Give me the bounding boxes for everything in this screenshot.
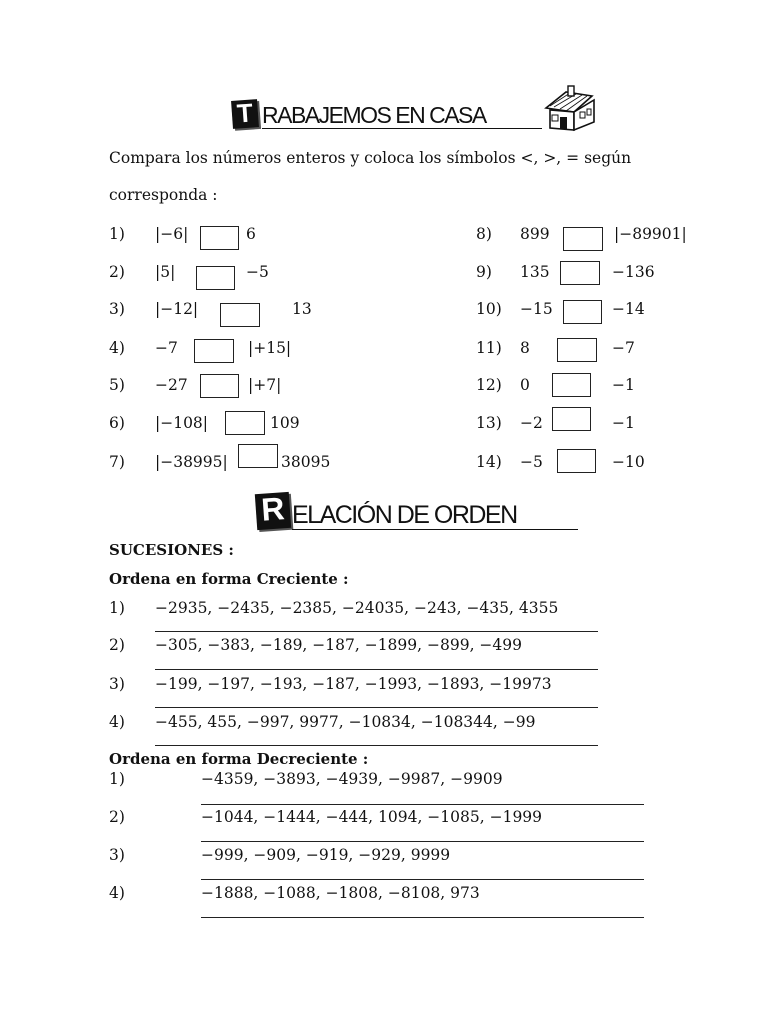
- exercise-number: 12): [476, 376, 502, 394]
- section-title-underline: [292, 529, 578, 530]
- compare-value-b: 38095: [281, 453, 331, 471]
- answer-box[interactable]: [563, 300, 602, 324]
- list-item-number: 3): [109, 675, 125, 693]
- exercise-number: 10): [476, 300, 502, 318]
- instruction-line-2: corresponda :: [109, 186, 218, 204]
- answer-line[interactable]: [201, 804, 644, 805]
- compare-value-b: 13: [292, 300, 312, 318]
- compare-value-b: −5: [246, 263, 269, 281]
- compare-value-b: 109: [270, 414, 300, 432]
- sequence: −2935, −2435, −2385, −24035, −243, −435, 4355: [155, 599, 559, 617]
- list-item-number: 2): [109, 808, 125, 826]
- list-item-number: 1): [109, 770, 125, 788]
- compare-value-b: −10: [612, 453, 645, 471]
- compare-value-a: |−12|: [155, 300, 199, 318]
- compare-value-b: |−89901|: [614, 225, 687, 243]
- exercise-number: 1): [109, 225, 125, 243]
- title-initial-t: T: [231, 99, 259, 129]
- exercise-number: 3): [109, 300, 125, 318]
- compare-value-a: −5: [520, 453, 543, 471]
- exercise-number: 9): [476, 263, 492, 281]
- sequence: −305, −383, −189, −187, −1899, −899, −499: [155, 636, 522, 654]
- title-underline: [262, 128, 542, 129]
- compare-value-b: −1: [612, 414, 635, 432]
- answer-box[interactable]: [552, 373, 591, 397]
- answer-box[interactable]: [552, 407, 591, 431]
- compare-value-a: 135: [520, 263, 550, 281]
- decreciente-heading: Ordena en forma Decreciente :: [109, 750, 369, 768]
- compare-value-a: −15: [520, 300, 553, 318]
- compare-value-b: −136: [612, 263, 655, 281]
- sequence: −1044, −1444, −444, 1094, −1085, −1999: [201, 808, 543, 826]
- sequence: −1888, −1088, −1808, −8108, 973: [201, 884, 480, 902]
- exercise-number: 7): [109, 453, 125, 471]
- list-item-number: 2): [109, 636, 125, 654]
- answer-box[interactable]: [557, 338, 597, 362]
- exercise-number: 8): [476, 225, 492, 243]
- answer-line[interactable]: [155, 745, 598, 746]
- instruction-line-1: Compara los números enteros y coloca los símbolos <, >, = según: [109, 149, 632, 167]
- compare-value-a: −2: [520, 414, 543, 432]
- page-title: RABAJEMOS EN CASA: [262, 102, 486, 128]
- answer-line[interactable]: [201, 917, 644, 918]
- compare-value-a: |−6|: [155, 225, 189, 243]
- compare-value-b: |+7|: [248, 376, 282, 394]
- section-title: ELACIÓN DE ORDEN: [292, 501, 517, 529]
- answer-line[interactable]: [155, 669, 598, 670]
- exercise-number: 4): [109, 339, 125, 357]
- answer-line[interactable]: [155, 707, 598, 708]
- sequence: −199, −197, −193, −187, −1993, −1893, −19973: [155, 675, 552, 693]
- compare-value-a: |5|: [155, 263, 176, 281]
- compare-value-a: 899: [520, 225, 550, 243]
- sequence: −455, 455, −997, 9977, −10834, −108344, −99: [155, 713, 536, 731]
- answer-box[interactable]: [200, 226, 239, 250]
- list-item-number: 3): [109, 846, 125, 864]
- answer-line[interactable]: [201, 841, 644, 842]
- exercise-number: 13): [476, 414, 502, 432]
- exercise-number: 5): [109, 376, 125, 394]
- compare-value-b: −14: [612, 300, 645, 318]
- list-item-number: 4): [109, 884, 125, 902]
- compare-value-b: 6: [246, 225, 256, 243]
- answer-box[interactable]: [238, 444, 278, 468]
- answer-box[interactable]: [220, 303, 260, 327]
- creciente-heading: Ordena en forma Creciente :: [109, 570, 349, 588]
- answer-line[interactable]: [201, 879, 644, 880]
- answer-box[interactable]: [196, 266, 235, 290]
- exercise-number: 2): [109, 263, 125, 281]
- compare-value-a: 8: [520, 339, 530, 357]
- answer-box[interactable]: [200, 374, 239, 398]
- answer-box[interactable]: [225, 411, 265, 435]
- sequence: −999, −909, −919, −929, 9999: [201, 846, 451, 864]
- list-item-number: 4): [109, 713, 125, 731]
- house-icon: [540, 84, 600, 134]
- list-item-number: 1): [109, 599, 125, 617]
- answer-line[interactable]: [155, 631, 598, 632]
- compare-value-b: −7: [612, 339, 635, 357]
- compare-value-a: |−38995|: [155, 453, 228, 471]
- compare-value-b: −1: [612, 376, 635, 394]
- exercise-number: 6): [109, 414, 125, 432]
- answer-box[interactable]: [194, 339, 234, 363]
- compare-value-a: −7: [155, 339, 178, 357]
- compare-value-a: −27: [155, 376, 188, 394]
- sucesiones-heading: SUCESIONES :: [109, 541, 234, 559]
- exercise-number: 14): [476, 453, 502, 471]
- compare-value-a: 0: [520, 376, 530, 394]
- exercise-number: 11): [476, 339, 502, 357]
- answer-box[interactable]: [557, 449, 596, 473]
- compare-value-a: |−108|: [155, 414, 209, 432]
- answer-box[interactable]: [560, 261, 600, 285]
- answer-box[interactable]: [563, 227, 603, 251]
- title-initial-r: R: [255, 492, 291, 530]
- sequence: −4359, −3893, −4939, −9987, −9909: [201, 770, 503, 788]
- compare-value-b: |+15|: [248, 339, 292, 357]
